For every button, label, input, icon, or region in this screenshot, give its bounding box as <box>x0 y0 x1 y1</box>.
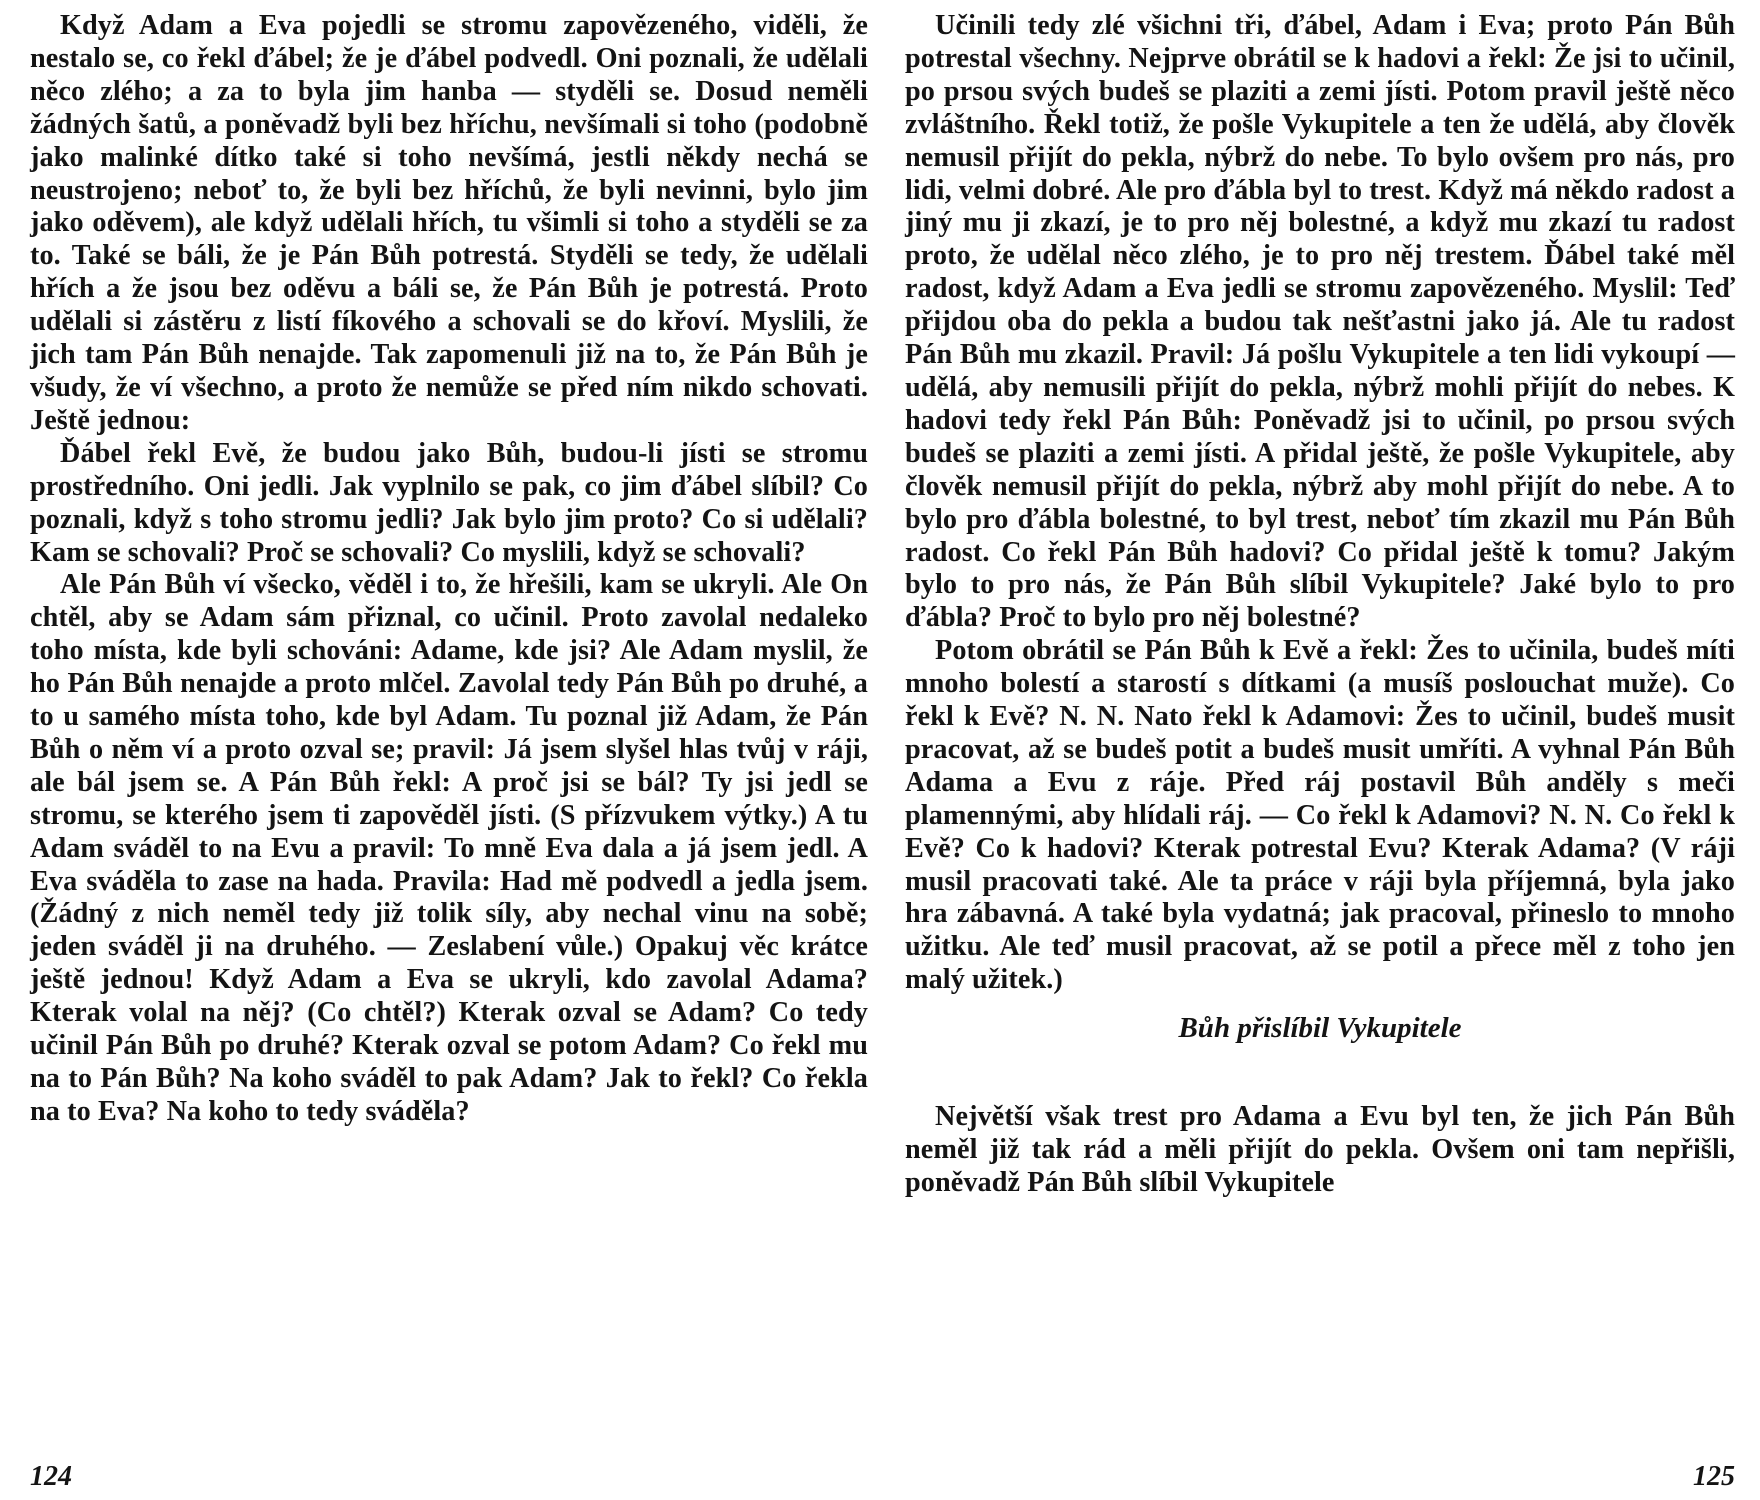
left-page-text <box>30 10 868 1129</box>
paragraph: Ďábel řekl Evě, že budou jako Bůh, budou-li jísti se stromu prostředního. Oni jedli. Jak vyplnilo se pak, co jim ďábel slíbil? Co poznali, když s toho stromu jedli? Jak bylo jim proto? Co si udělali? Kam se schovali? Proč se schovali? Co myslili, když se schovali? <box>30 437 868 568</box>
paragraph: Potom obrátil se Pán Bůh k Evě a řekl: Žes to učinila, budeš míti mnoho bolestí a starostí s dítkami (a musíš poslouchat muže). Co řekl k Evě? N. N. Nato řekl k Adamovi: Žes to učinil, budeš musit pracovat, až se budeš potit a budeš musit umříti. A vyhnal Pán Bůh Adama a Evu z ráje. Před ráj postavil Bůh anděly s meči plamennými, aby hlídali ráj. — Co řekl k Adamovi? N. N. Co řekl k Evě? Co k hadovi? Kterak potrestal Evu? Kterak Adama? (V ráji musil pracovati také. Ale ta práce v ráji byla příjemná, byla jako hra zábavná. A také byla vydatná; jak pracoval, přineslo to mnoho užitku. Ale teď musil pracovat, až se potil a přece měl z toho jen malý užitek.) <box>905 635 1735 996</box>
paragraph: Ale Pán Bůh ví všecko, věděl i to, že hřešili, kam se ukryli. Ale On chtěl, aby se Adam sám přiznal, co učinil. Proto zavolal nedaleko toho místa, kde byli schováni: Adame, kde jsi? Ale Adam myslil, že ho Pán Bůh nenajde a proto mlčel. Zavolal tedy Pán Bůh po druhé, a to u samého místa toho, kde byl Adam. Tu poznal již Adam, že Pán Bůh o něm ví a proto ozval se; pravil: Já jsem slyšel hlas tvůj v ráji, ale bál jsem se. A Pán Bůh řekl: A proč jsi se bál? Ty jsi jedl se stromu, se kterého jsem ti zapověděl jísti. (S přízvukem výtky.) A tu Adam sváděl to na Evu a pravil: To mně Eva dala a já jsem jedl. A Eva sváděla to zase na hada. Pravila: Had mě podvedl a jedla jsem. (Žádný z nich neměl tedy již tolik síly, aby nechal vinu na sobě; jeden sváděl ji na druhého. — Zeslabení vůle.) Opakuj věc krátce ještě jednou! Když Adam a Eva se ukryli, kdo zavolal Adama? Kterak volal na něj? (Co chtěl?) Kterak ozval se Adam? Co tedy učinil Pán Bůh po druhé? Kterak ozval se potom Adam? Co řekl mu na to Pán Bůh? Na koho sváděl to pak Adam? Jak to řekl? Co řekla na to Eva? Na koho to tedy sváděla? <box>30 569 868 1127</box>
right-page-text <box>905 10 1735 1200</box>
page-number: 125 <box>1693 1461 1735 1492</box>
left-page <box>30 0 868 1500</box>
page-number: 124 <box>30 1461 72 1492</box>
section-heading: Bůh přislíbil Vykupitele <box>1178 1012 1462 1045</box>
right-page <box>905 0 1735 1500</box>
paragraph: Největší však trest pro Adama a Evu byl ten, že jich Pán Bůh neměl již tak rád a měli přijít do pekla. Ovšem oni tam nepřišli, poněvadž Pán Bůh slíbil Vykupitele <box>905 1101 1735 1198</box>
paragraph: Učinili tedy zlé všichni tři, ďábel, Adam i Eva; proto Pán Bůh potrestal všechny. Nejprve obrátil se k hadovi a řekl: Že jsi to učinil, po prsou svých budeš se plaziti a zemi jísti. Potom pravil ještě něco zvláštního. Řekl totiž, že pošle Vykupitele a ten že udělá, aby člověk nemusil přijít do pekla, nýbrž do nebe. To bylo ovšem pro nás, pro lidi, velmi dobré. Ale pro ďábla byl to trest. Když má někdo radost a jiný mu ji zkazí, je to pro něj bolestné, a když mu zkazí tu radost proto, že udělal něco zlého, je to pro něj trestem. Ďábel také měl radost, když Adam a Eva jedli se stromu zapovězeného. Myslil: Teď přijdou oba do pekla a budou tak nešťastni jako já. Ale tu radost Pán Bůh mu zkazil. Pravil: Já pošlu Vykupitele a ten lidi vykoupí — udělá, aby nemusili přijít do pekla, nýbrž mohli přijít do nebes. K hadovi tedy řekl Pán Bůh: Poněvadž jsi to učinil, po prsou svých budeš se plaziti a zemi jísti. A přidal ještě, že pošle Vykupitele, aby člověk nemusil přijít do pekla, nýbrž aby mohl přijít do nebe. A to bylo pro ďábla bolestné, to byl trest, neboť tím zkazil mu Pán Bůh radost. Co řekl Pán Bůh hadovi? Co přidal ještě k tomu? Jakým bylo to pro nás, že Pán Bůh slíbil Vykupitele? Jaké bylo to pro ďábla? Proč to bylo pro něj bolestné? <box>905 10 1735 634</box>
paragraph: Když Adam a Eva pojedli se stromu zapovězeného, viděli, že nestalo se, co řekl ďábel; že je ďábel podvedl. Oni poznali, že udělali něco zlého; a za to byla jim hanba — styděli se. Dosud neměli žádných šatů, a poněvadž byli bez hříchu, nevšímali si toho (podobně jako malinké dítko také si toho nevšímá, jestli někdy nechá se neustrojeno; neboť to, že byli bez hříchů, že byli nevinni, bylo jim jako oděvem), ale když udělali hřích, tu všimli si toho a styděli se za to. Také se báli, že je Pán Bůh potrestá. Styděli se tedy, že udělali hřích a že jsou bez oděvu a báli se, že Pán Bůh je potrestá. Proto udělali si zástěru z listí fíkového a schovali se do křoví. Myslili, že jich tam Pán Bůh nenajde. Tak zapomenuli již na to, že Pán Bůh je všudy, že ví všechno, a proto že nemůže se před ním nikdo schovati. Ještě jednou: <box>30 10 868 436</box>
